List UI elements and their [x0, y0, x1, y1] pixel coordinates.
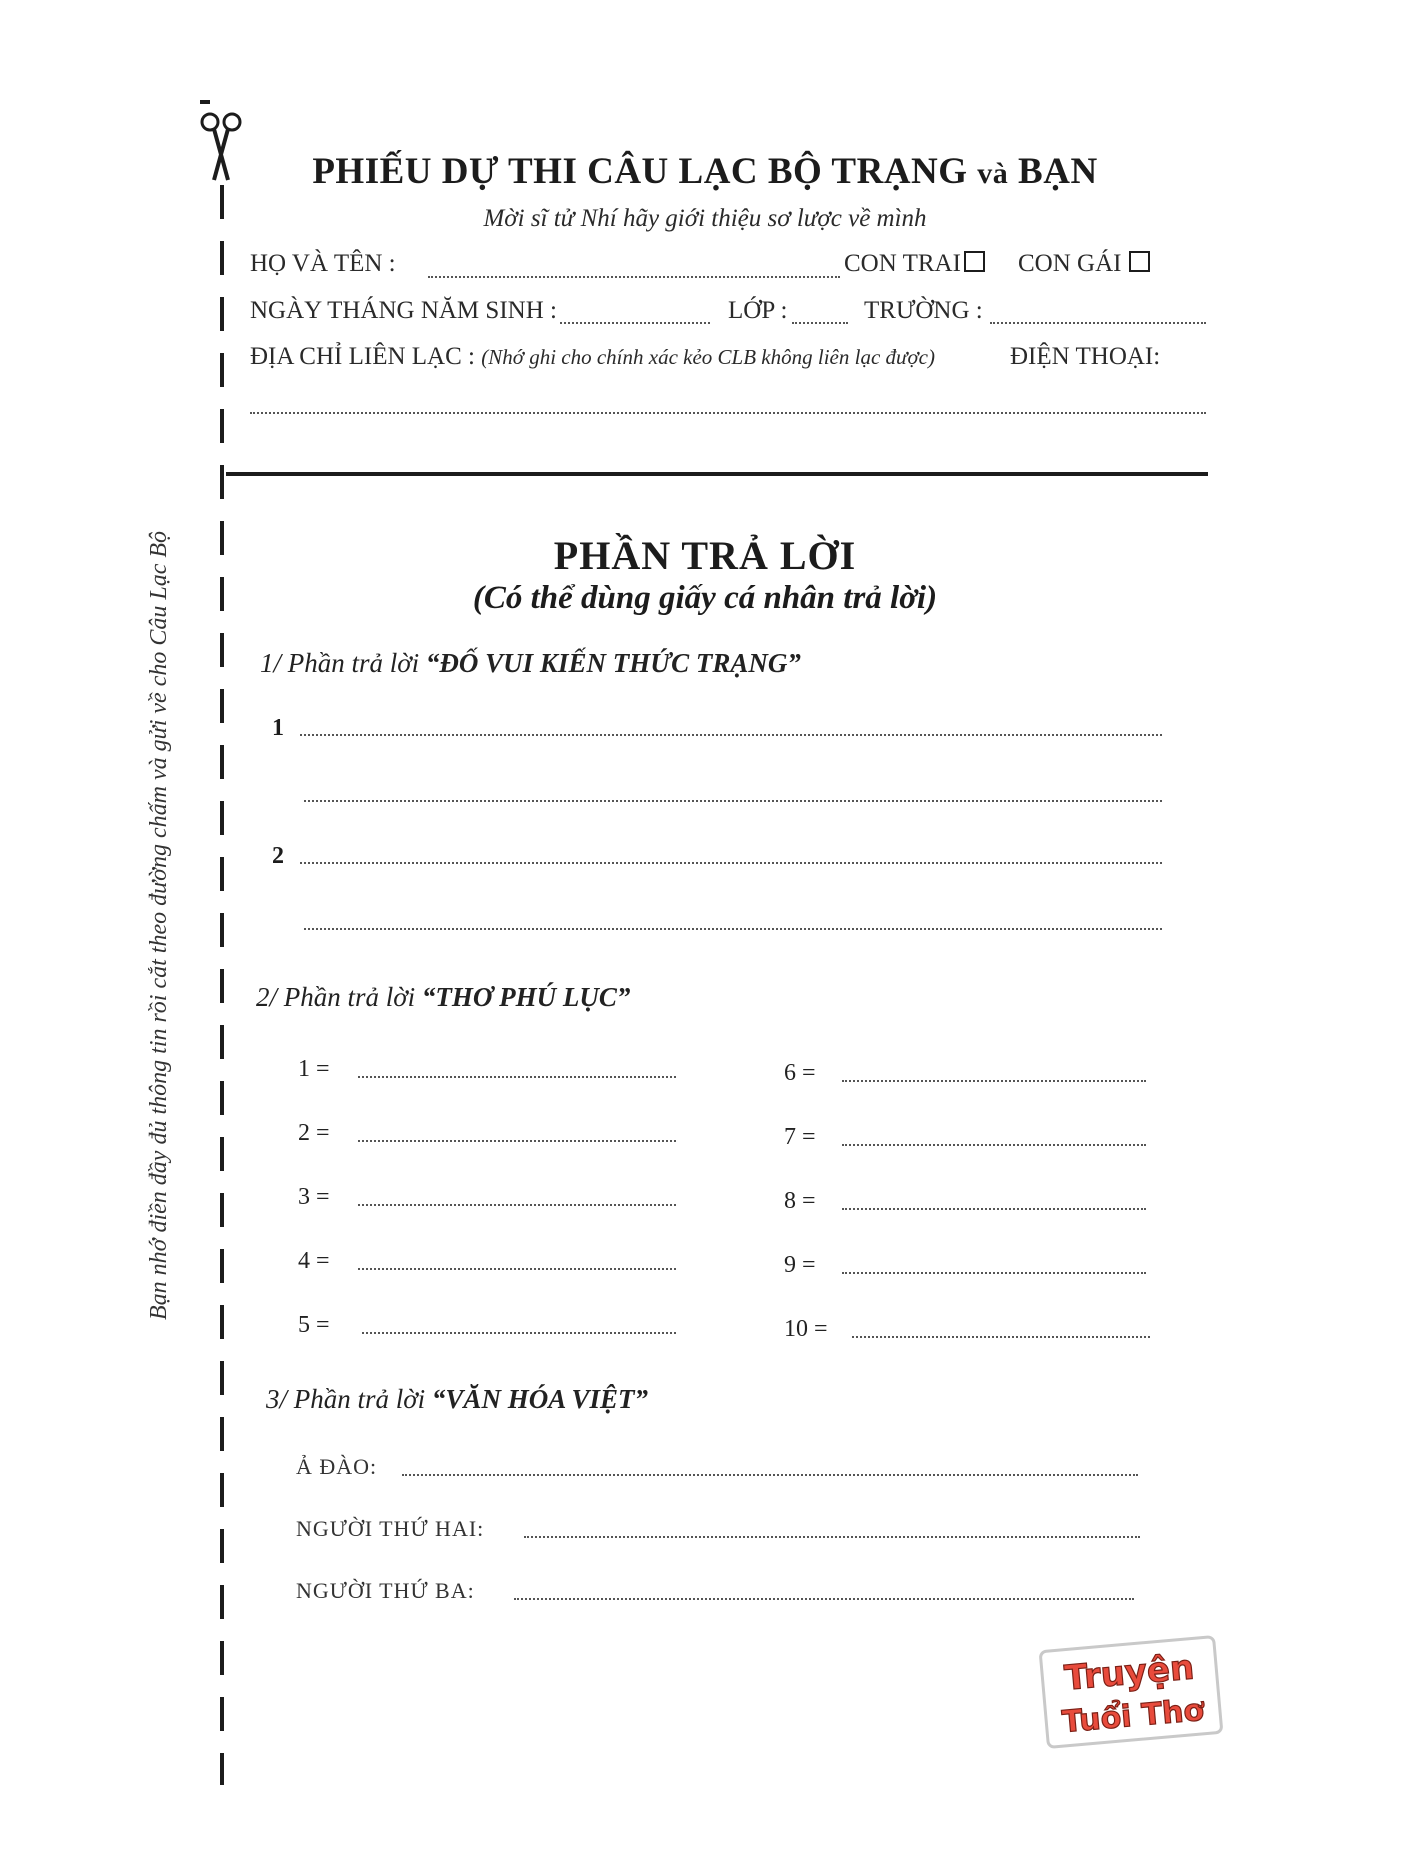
section1-prefix: 1/ Phần trả lời — [260, 648, 420, 678]
section3-row-3-label: NGƯỜI THỨ BA: — [296, 1578, 475, 1603]
address-field[interactable] — [250, 412, 1206, 414]
answers-heading: PHẦN TRẢ LỜI — [553, 533, 857, 578]
logo-line-2: Tuổi Thơ — [1060, 1692, 1206, 1741]
form-subtitle: Mời sĩ tử Nhí hãy giới thiệu sơ lược về mình — [483, 205, 927, 232]
section1-name: “ĐỐ VUI KIẾN THỨC TRẠNG” — [425, 648, 801, 678]
section3-row-3-field[interactable] — [514, 1598, 1134, 1600]
girl-label: CON GÁI — [1018, 250, 1122, 277]
cut-line — [220, 185, 224, 1785]
section2-title — [256, 982, 630, 1013]
truyen-tuoi-tho-logo — [1036, 1632, 1226, 1751]
section1-number-2: 2 — [272, 843, 284, 869]
logo-line-1: Truyện — [1062, 1647, 1196, 1699]
poem-right-9-field[interactable] — [842, 1272, 1146, 1274]
poem-left-2-label: 2 = — [298, 1120, 330, 1146]
address-label: ĐỊA CHỈ LIÊN LẠC : — [250, 343, 475, 370]
poem-right-10-field[interactable] — [852, 1336, 1150, 1338]
dob-field[interactable] — [560, 322, 710, 324]
phone-label: ĐIỆN THOẠI: — [1010, 343, 1161, 370]
girl-checkbox[interactable] — [1129, 251, 1150, 272]
section2-prefix: 2/ Phần trả lời — [256, 982, 416, 1012]
poem-left-4-field[interactable] — [358, 1268, 676, 1270]
gender-girl-option[interactable] — [1018, 250, 1150, 278]
form-title-va: và — [977, 157, 1009, 190]
form-title-end: BẠN — [1018, 151, 1098, 192]
section-divider — [226, 472, 1208, 476]
section3-row-1-field[interactable] — [402, 1474, 1138, 1476]
cut-line-corner — [200, 100, 210, 104]
boy-checkbox[interactable] — [964, 251, 985, 272]
section1-number-1: 1 — [272, 715, 284, 741]
school-field[interactable] — [990, 322, 1206, 324]
poem-left-3-label: 3 = — [298, 1184, 330, 1210]
section3-row-2-field[interactable] — [524, 1536, 1140, 1538]
poem-left-2-field[interactable] — [358, 1140, 676, 1142]
poem-left-5-label: 5 = — [298, 1312, 330, 1338]
poem-left-1-field[interactable] — [358, 1076, 676, 1078]
poem-right-9-label: 9 = — [784, 1252, 816, 1278]
class-label: LỚP : — [728, 297, 788, 324]
name-label: HỌ VÀ TÊN : — [250, 250, 396, 277]
form-title — [200, 150, 1210, 193]
section1-title — [260, 648, 801, 679]
answers-subheading: (Có thể dùng giấy cá nhân trả lời) — [472, 580, 938, 616]
section1-answer-2b[interactable] — [304, 928, 1162, 930]
section1-answer-2a[interactable] — [300, 862, 1162, 864]
section2-name: “THƠ PHÚ LỤC” — [421, 982, 631, 1012]
address-label-group — [250, 343, 935, 371]
address-note: (Nhớ ghi cho chính xác kẻo CLB không liên lạc được) — [481, 345, 935, 369]
poem-right-6-field[interactable] — [842, 1080, 1146, 1082]
poem-right-8-field[interactable] — [842, 1208, 1146, 1210]
section3-title — [266, 1384, 648, 1415]
poem-right-6-label: 6 = — [784, 1060, 816, 1086]
poem-right-7-field[interactable] — [842, 1144, 1146, 1146]
section1-answer-1a[interactable] — [300, 734, 1162, 736]
poem-right-8-label: 8 = — [784, 1188, 816, 1214]
poem-left-1-label: 1 = — [298, 1056, 330, 1082]
section1-answer-1b[interactable] — [304, 800, 1162, 802]
gender-boy-option[interactable] — [844, 250, 985, 278]
section3-row-1-label: Ả ĐÀO: — [296, 1454, 378, 1479]
poem-left-4-label: 4 = — [298, 1248, 330, 1274]
boy-label: CON TRAI — [844, 250, 961, 277]
name-field[interactable] — [428, 276, 840, 278]
class-field[interactable] — [792, 322, 848, 324]
form-title-main: PHIẾU DỰ THI CÂU LẠC BỘ TRẠNG — [312, 151, 968, 192]
section3-prefix: 3/ Phần trả lời — [266, 1384, 426, 1414]
poem-left-3-field[interactable] — [358, 1204, 676, 1206]
section3-row-2-label: NGƯỜI THỨ HAI: — [296, 1516, 485, 1541]
poem-right-10-label: 10 = — [784, 1316, 828, 1342]
section3-name: “VĂN HÓA VIỆT” — [431, 1384, 648, 1414]
poem-left-5-field[interactable] — [362, 1332, 676, 1334]
school-label: TRƯỜNG : — [864, 297, 983, 324]
poem-right-7-label: 7 = — [784, 1124, 816, 1150]
dob-label: NGÀY THÁNG NĂM SINH : — [250, 297, 557, 324]
cut-note: Bạn nhớ điền đầy đủ thông tin rồi cắt theo đường chấm và gửi về cho Câu Lạc Bộ — [146, 530, 172, 1320]
